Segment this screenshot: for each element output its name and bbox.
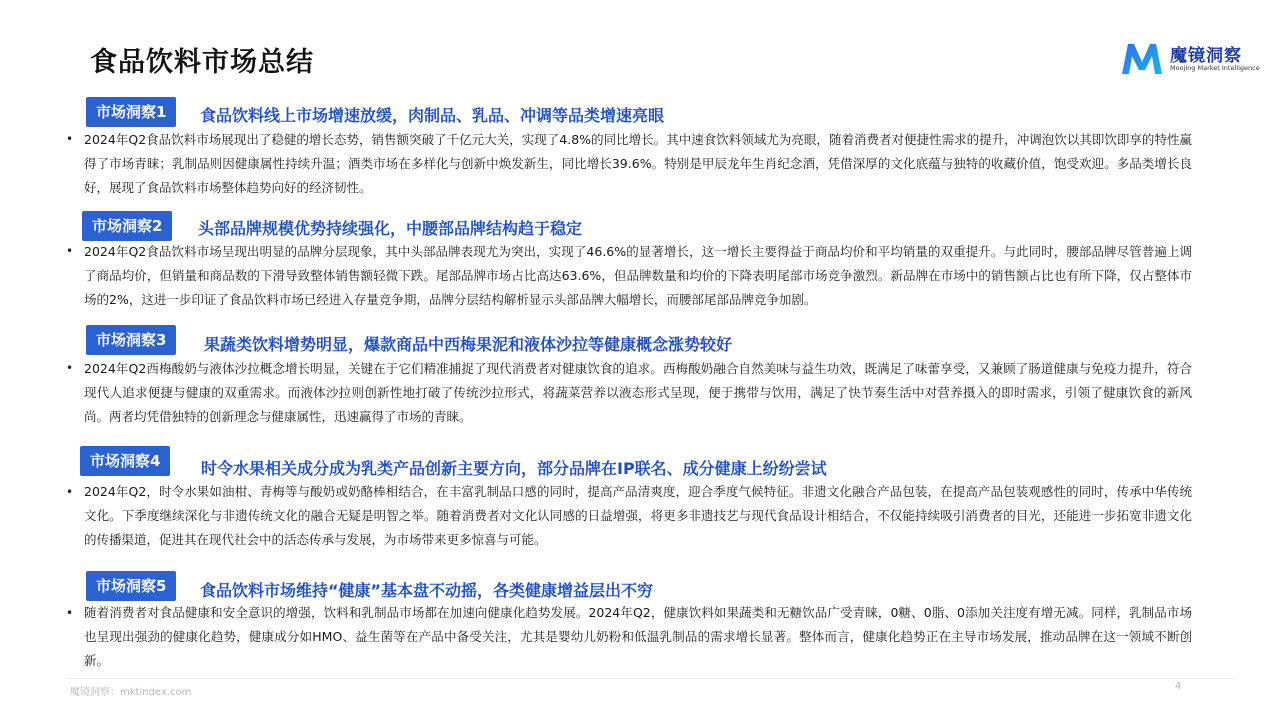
insight-badge-5: 市场洞察5 bbox=[86, 571, 176, 601]
logo-text-cn: 魔镜洞察 bbox=[1170, 46, 1242, 66]
insight-heading-2: 头部品牌规模优势持续强化，中腰部品牌结构趋于稳定 bbox=[198, 219, 583, 238]
insight-heading-1: 食品饮料线上市场增速放缓，肉制品、乳品、冲调等品类增速亮眼 bbox=[200, 106, 665, 125]
brand-logo bbox=[1120, 38, 1260, 78]
insight-badge-3: 市场洞察3 bbox=[86, 325, 176, 355]
bullet-dot: • bbox=[66, 606, 74, 620]
page-number: 4 bbox=[1175, 681, 1182, 692]
insight-text-5: 随着消费者对食品健康和安全意识的增强，饮料和乳制品市场都在加速向健康化趋势发展。2024年Q2，健康饮料如果蔬类和无糖饮品广受青睐，0糖、0脂、0添加关注度有增无减。同样，乳制品市场也呈现出强劲的健康化趋势，健康成分如HMO、益生菌等在产品中备受关注，尤其是婴幼儿奶粉和低温乳制品的需求增长显著。整体而言，健康化趋势正在主导市场发展，推动品牌在这一领域不断创新。 bbox=[84, 605, 1192, 668]
insight-badge-1: 市场洞察1 bbox=[86, 97, 176, 127]
bullet-dot: • bbox=[66, 132, 74, 146]
insight-text-4: 2024年Q2，时令水果如油柑、青梅等与酸奶或奶酪棒相结合，在丰富乳制品口感的同时，提高产品清爽度，迎合季度气候特征。非遗文化融合产品包装，在提高产品包装观感性的同时，传承中华传统文化。下季度继续深化与非遗传统文化的融合无疑是明智之举。随着消费者对文化认同感的日益增强，将更多非遗技艺与现代食品设计相结合，不仅能持续吸引消费者的目光，还能进一步拓宽非遗文化的传播渠道，促进其在现代社会中的活态传承与发展，为市场带来更多惊喜与可能。 bbox=[84, 484, 1192, 547]
bullet-dot: • bbox=[66, 485, 74, 499]
page-title: 食品饮料市场总结 bbox=[90, 47, 314, 78]
insight-badge-2: 市场洞察2 bbox=[82, 211, 172, 241]
insight-badge-4: 市场洞察4 bbox=[80, 446, 170, 476]
moojing-logo-icon bbox=[1120, 40, 1164, 78]
insight-text-2: 2024年Q2食品饮料市场呈现出明显的品牌分层现象，其中头部品牌表现尤为突出，实现了46.6%的显著增长，这一增长主要得益于商品均价和平均销量的双重提升。与此同时，腰部品牌尽管普遍上调了商品均价，但销量和商品数的下滑导致整体销售额轻微下跌。尾部品牌市场占比高达63.6%，但品牌数量和均价的下降表明尾部市场竞争激烈。新品牌在市场中的销售额占比也有所下降，仅占整体市场的2%，这进一步印证了食品饮料市场已经进入存量竞争期，品牌分层结构解析显示头部品牌大幅增长，而腰部尾部品牌竞争加剧。 bbox=[84, 244, 1192, 307]
logo-text-en: Moojing Market Intelligence bbox=[1170, 64, 1260, 72]
insight-heading-5: 食品饮料市场维持“健康”基本盘不动摇，各类健康增益层出不穷 bbox=[200, 581, 654, 600]
insight-text-1: 2024年Q2食品饮料市场展现出了稳健的增长态势，销售额突破了千亿元大关，实现了4.8%的同比增长。其中速食饮料领域尤为亮眼，随着消费者对便捷性需求的提升，冲调泡饮以其即饮即享的特性赢得了市场青睐；乳制品则因健康属性持续升温；酒类市场在多样化与创新中焕发新生，同比增长39.6%。特别是甲辰龙年生肖纪念酒，凭借深厚的文化底蕴与独特的收藏价值，饱受欢迎。多品类增长良好，展现了食品饮料市场整体趋势向好的经济韧性。 bbox=[84, 132, 1192, 195]
bullet-dot: • bbox=[66, 361, 74, 375]
footer-divider bbox=[66, 678, 1236, 679]
insight-heading-4: 时令水果相关成分成为乳类产品创新主要方向，部分品牌在IP联名、成分健康上纷纷尝试 bbox=[201, 459, 827, 478]
insight-heading-3: 果蔬类饮料增势明显，爆款商品中西梅果泥和液体沙拉等健康概念涨势较好 bbox=[204, 335, 733, 354]
insight-text-3: 2024年Q2西梅酸奶与液体沙拉概念增长明显，关键在于它们精准捕捉了现代消费者对健康饮食的追求。西梅酸奶融合自然美味与益生功效，既满足了味蕾享受，又兼顾了肠道健康与免疫力提升，符合现代人追求便捷与健康的双重需求。而液体沙拉则创新性地打破了传统沙拉形式，将蔬菜营养以液态形式呈现，便于携带与饮用，满足了快节奏生活中对营养摄入的即时需求，引领了健康饮食的新风尚。两者均凭借独特的创新理念与健康属性，迅速赢得了市场的青睐。 bbox=[84, 361, 1192, 424]
bullet-dot: • bbox=[66, 244, 74, 258]
footer-source: 魔镜洞察：mktindex.com bbox=[70, 687, 192, 698]
